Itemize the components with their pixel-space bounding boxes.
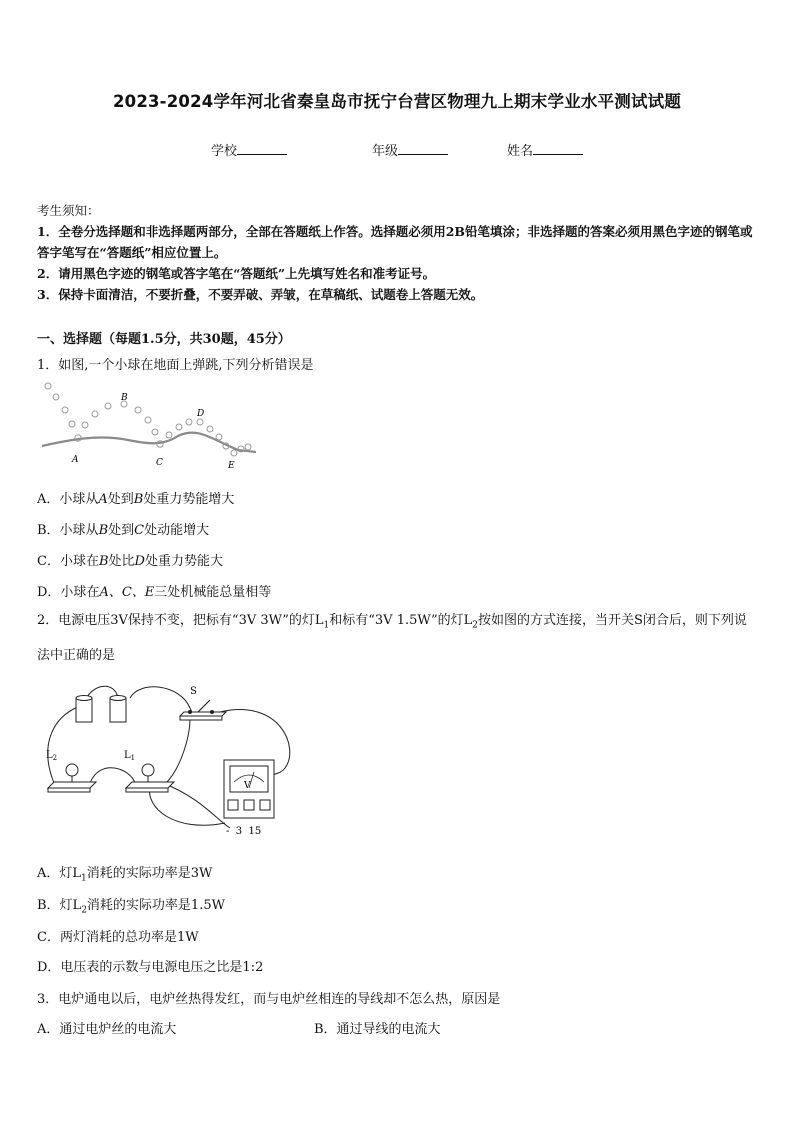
label-d: D (197, 409, 205, 419)
name-field: 姓名 (507, 140, 583, 159)
battery-left (76, 696, 92, 723)
notice-block (37, 200, 759, 305)
q2-option-d[interactable]: D．电压表的示数与电源电压之比是1:2 (37, 960, 264, 975)
q1-option-a[interactable]: A．小球从A处到B处重力势能增大 (37, 492, 235, 507)
q2-stem: 2．电源电压3V保持不变，把标有“3V 3W”的灯$L_1$和标有“3V 1.5W”的灯$L_2$按如图的方式连接，当开关S闭合后，则下列说法中正确的是 (37, 613, 747, 663)
label-a: A (72, 455, 79, 465)
q1-option-d[interactable]: D．小球在A、C、E三处机械能总量相等 (37, 585, 272, 600)
q1-stem: 1．如图,一个小球在地面上弹跳,下列分析错误是 (37, 358, 314, 373)
q2-option-b[interactable]: B．灯$L_2$消耗的实际功率是1.5W (37, 898, 225, 916)
school-field: 学校 (211, 140, 287, 159)
lamp-l2-label: $L_2$ (46, 750, 58, 762)
q3-option-a[interactable]: A．通过电炉丝的电流大 (37, 1022, 177, 1037)
q2-option-a[interactable]: A．灯$L_1$消耗的实际功率是3W (37, 866, 213, 884)
voltmeter-label: V (244, 781, 251, 791)
q3-stem: 3．电炉通电以后，电炉丝热得发红，而与电炉丝相连的导线却不怎么热，原因是 (37, 992, 501, 1007)
voltmeter-terminals: - 3 15 (226, 826, 262, 837)
section-heading: 一、选择题（每题1.5分，共30题，45分） (37, 332, 291, 347)
notice-item-1: 1．全卷分选择题和非选择题两部分，全部在答题纸上作答。选择题必须用2B铅笔填涂；非选择题的答案必须用黑色字迹的钢笔或答字笔写在“答题纸”相应位置上。 (37, 224, 753, 260)
label-b: B (121, 393, 128, 403)
notice-item-2: 2．请用黑色字迹的钢笔或答字笔在“答题纸”上先填写姓名和准考证号。 (37, 266, 436, 281)
notice-item-3: 3．保持卡面清洁，不要折叠，不要弄破、弄皱，在草稿纸、试题卷上答题无效。 (37, 287, 484, 302)
ground-line (42, 433, 256, 452)
page-title: 2023-2024学年河北省秦皇岛市抚宁台营区物理九上期末学业水平测试试题 (112, 92, 682, 111)
school-blank[interactable] (237, 142, 287, 155)
grade-blank[interactable] (398, 142, 448, 155)
bouncing-ball-figure (38, 380, 260, 472)
q3-option-b[interactable]: B．通过导线的电流大 (314, 1022, 441, 1037)
lamp-l2 (48, 764, 96, 792)
switch-label: S (190, 686, 197, 697)
q1-option-c[interactable]: C．小球在B处比D处重力势能大 (37, 554, 223, 569)
lamp-l1-label: $L_1$ (124, 750, 136, 762)
ball-trail (45, 383, 251, 456)
grade-field: 年级 (372, 140, 448, 159)
q1-option-b[interactable]: B．小球从B处到C处动能增大 (37, 523, 210, 538)
label-c: C (156, 458, 163, 468)
circuit-figure (40, 678, 300, 848)
label-e: E (228, 461, 235, 471)
battery-right (110, 696, 126, 723)
name-blank[interactable] (533, 142, 583, 155)
notice-heading: 考生须知： (37, 203, 100, 218)
q2-option-c[interactable]: C．两灯消耗的总功率是1W (37, 930, 199, 945)
lamp-l1 (126, 764, 174, 792)
